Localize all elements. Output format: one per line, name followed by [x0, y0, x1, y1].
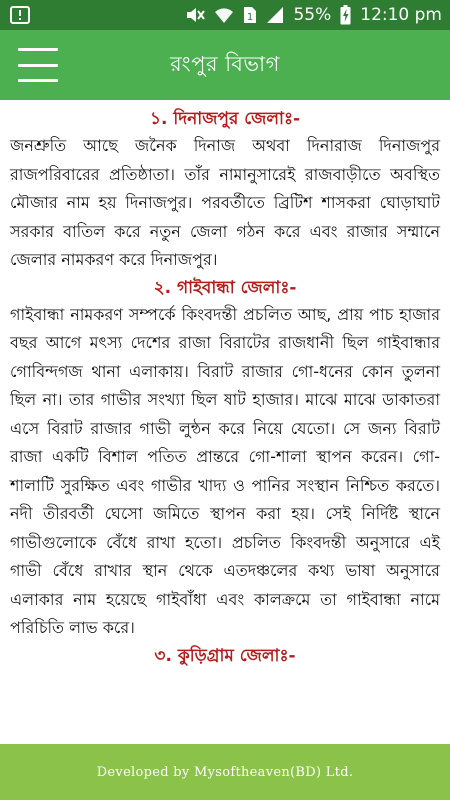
district-section	[10, 106, 440, 275]
district-section	[10, 275, 440, 643]
menu-line	[18, 48, 58, 51]
footer-banner	[0, 744, 450, 800]
hamburger-menu-icon[interactable]	[18, 48, 58, 82]
section-heading: ১. দিনাজপুর জেলাঃ-	[149, 109, 301, 129]
menu-line	[18, 79, 58, 82]
footer-text: Developed by Mysoftheaven(BD) Ltd.	[96, 764, 354, 780]
section-body: গাইবান্ধা নামকরণ সম্পর্কে কিংবদন্তী প্রচলিত আছ, প্রায় পাচ হাজার বছর আগে মৎস্য দেশের রাজা বিরাটের রাজধানী ছিল গাইবান্ধার গোবিন্দগজ থানা এলাকায়। বিরাট রাজার গো-ধনের কোন তুলনা ছিল না। তার গাভীর সংখ্যা ছিল ষাট হাজার। মাঝে মাঝে ডাকাতরা এসে বিরাট রাজার গাভী লুন্ঠন করে নিয়ে যেতো। সে জন্য বিরাট রাজা একটি বিশাল পতিত প্রান্তরে গো-শালা স্থাপন করেন। গো-শালাটি সুরক্ষিত এবং গাভীর খাদ্য ও পানির সংস্থান নিশ্চিত করতে। নদী তীরবর্তী ঘেসো জমিতে স্থাপন করা হয়। সেই নির্দিষ্ট স্থানে গাভীগুলোকে বেঁধে রাখা হতো। প্রচলিত কিংবদন্তী অনুসারে এই গাভী বেঁধে রাখার স্থান থেকে এতদঞ্চলের কথ্য ভাষা অনুসারে এলাকার নাম হয়েছে গাইবাঁধা এবং কালক্রমে তা গাইবান্ধা নামে পরিচিতি লাভ করে।	[10, 304, 440, 637]
signal-icon	[266, 6, 284, 24]
sim-label: 1	[247, 12, 254, 23]
mute-icon	[185, 6, 205, 24]
app-bar	[0, 30, 450, 100]
sim-icon	[243, 6, 257, 24]
status-bar	[0, 0, 450, 30]
section-heading: ৩. কুড়িগ্রাম জেলাঃ-	[154, 645, 296, 666]
content-scroll-area[interactable]	[0, 100, 450, 744]
menu-line	[18, 64, 58, 67]
battery-charging-icon	[340, 5, 351, 25]
wifi-icon	[214, 6, 234, 24]
clock: 12:10 pm	[360, 5, 442, 25]
app-title: রংপুর বিভাগ	[170, 51, 280, 76]
notification-icon	[10, 6, 30, 24]
section-body: জনশ্রুতি আছে জনৈক দিনাজ অথবা দিনারাজ দিনাজপুর রাজপরিবারের প্রতিষ্ঠাতা। তাঁর নামানুসারেই রাজবাড়ীতে অবস্থিত মৌজার নাম হয় দিনাজপুর। পরবর্তীতে ব্রিটিশ শাসকরা ঘোড়াঘাট সরকার বাতিল করে নতুন জেলা গঠন করে এবং রাজার সম্মানে জেলার নামকরণ করে দিনাজপুর।	[10, 136, 440, 269]
district-section	[10, 643, 440, 669]
section-heading: ২. গাইবান্ধা জেলাঃ-	[153, 277, 297, 298]
battery-percent: 55%	[293, 5, 332, 25]
